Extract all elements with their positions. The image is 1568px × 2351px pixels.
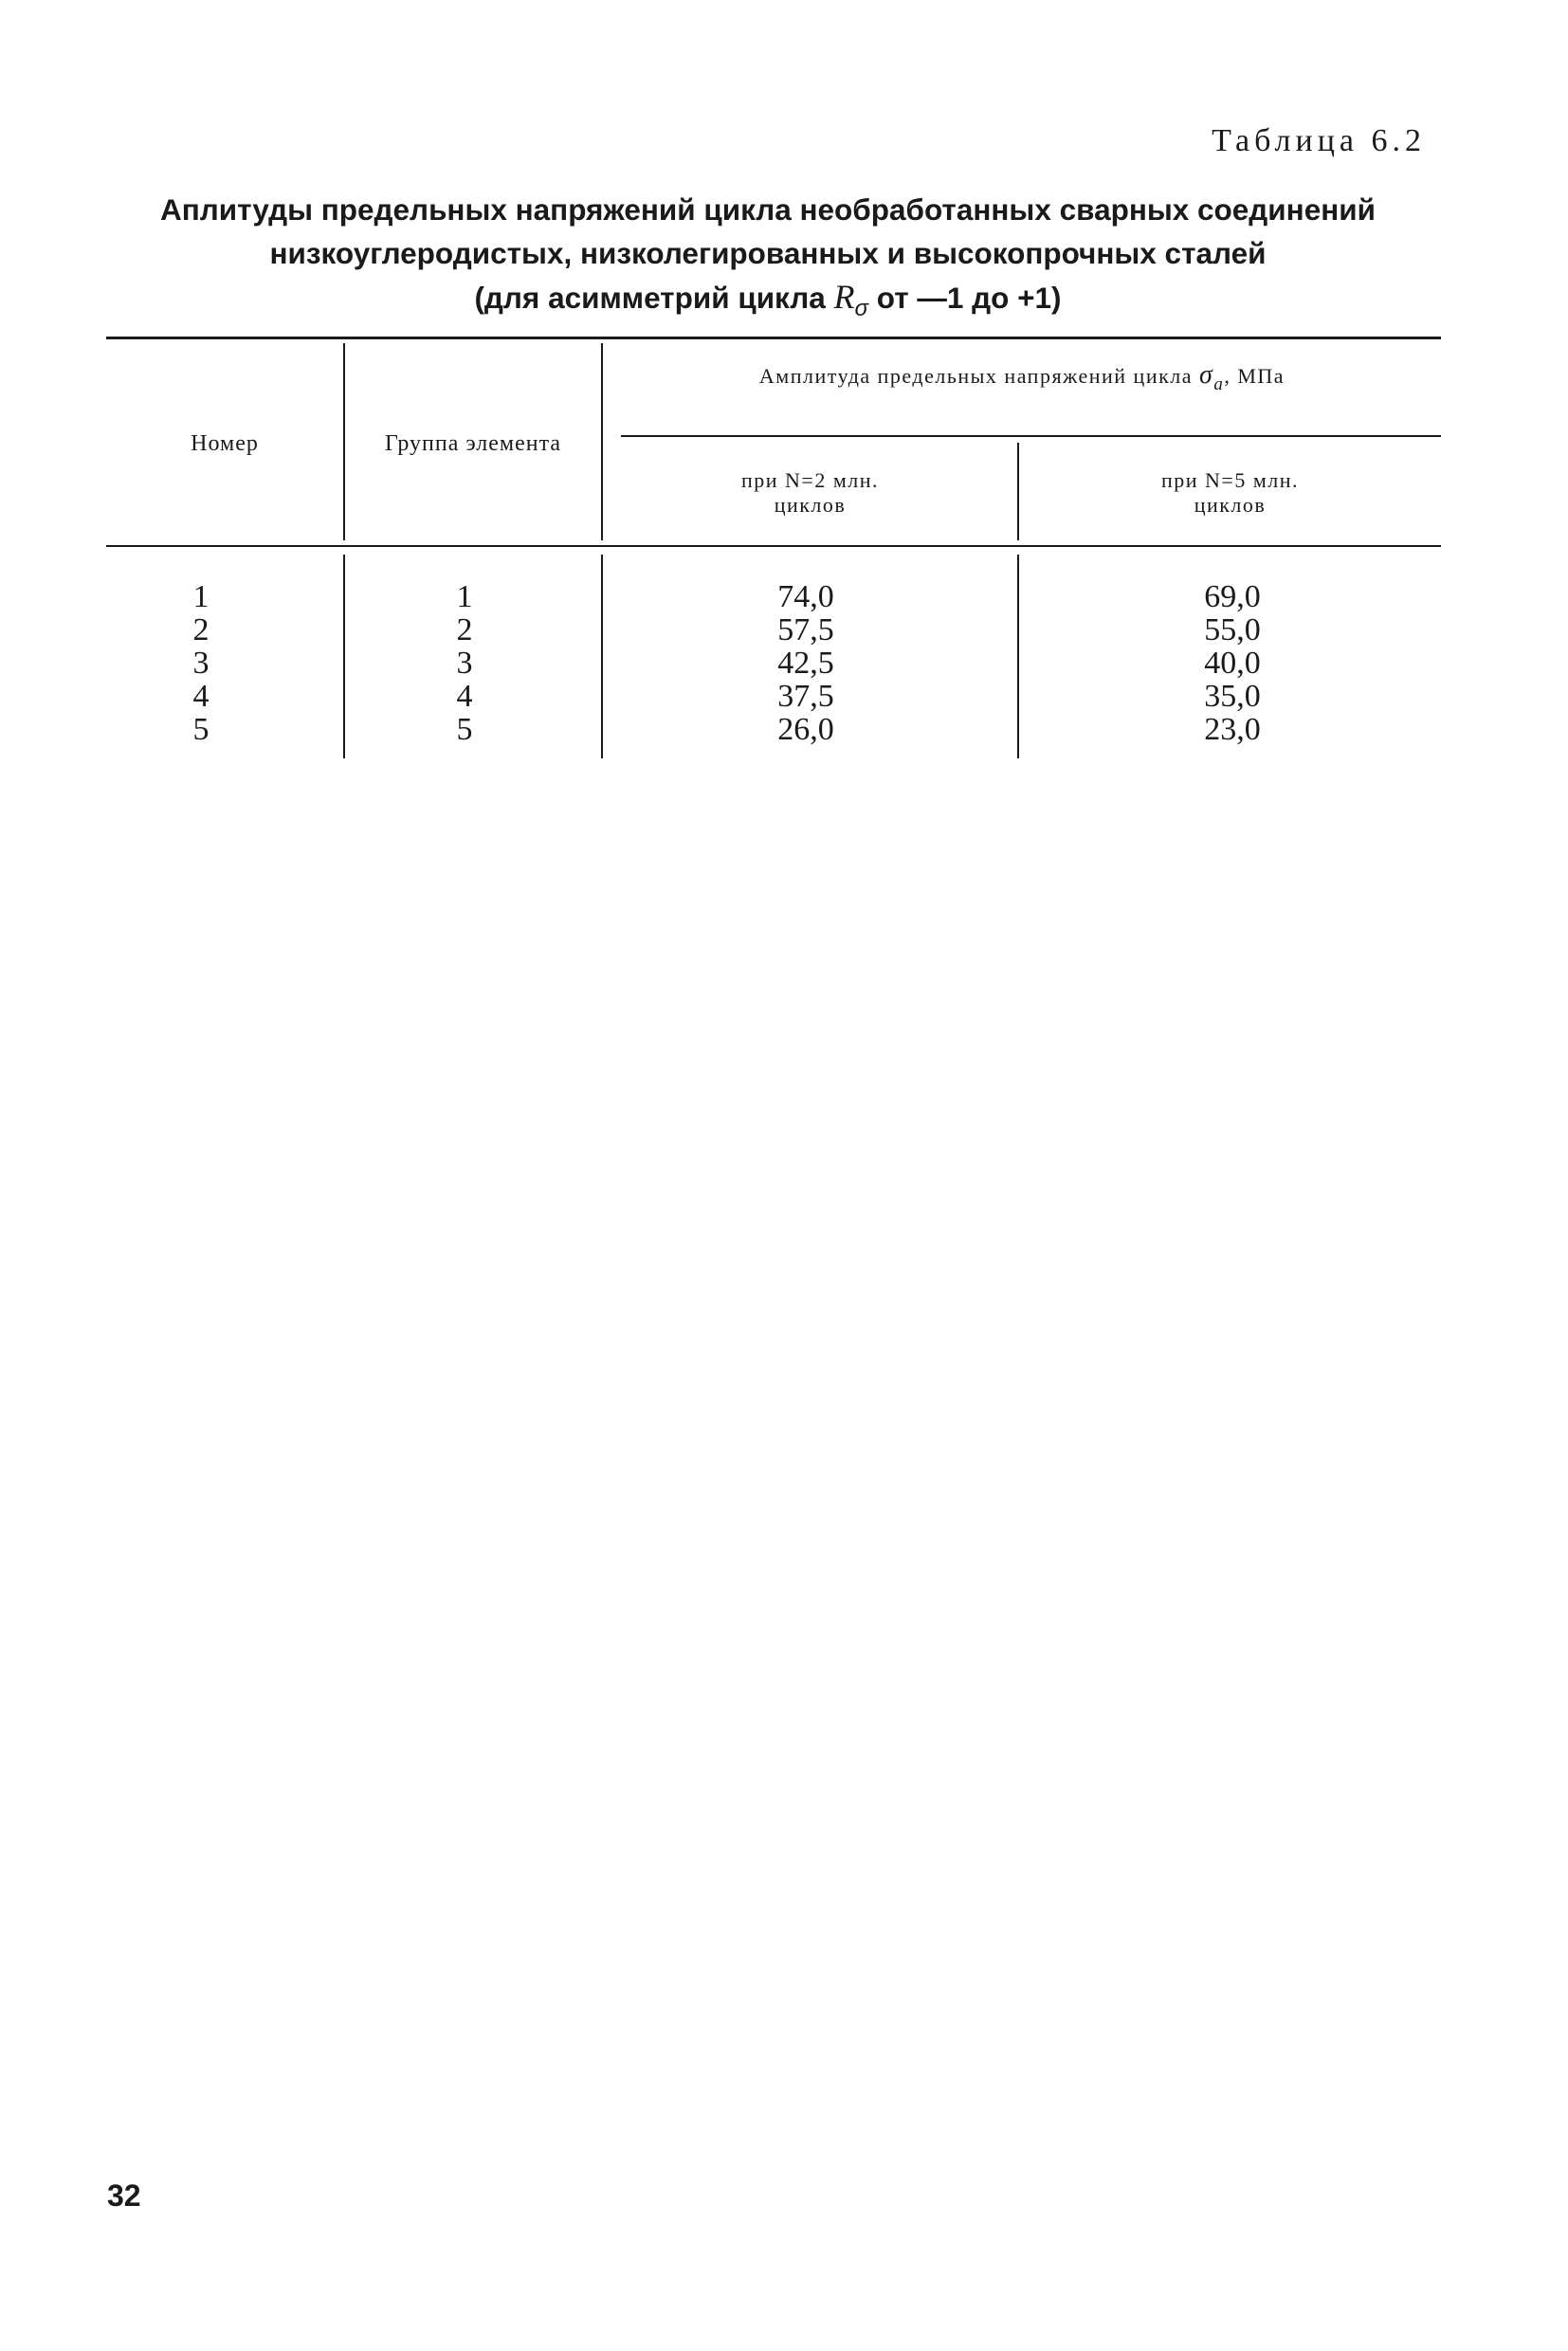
cell-n5: 40,0 <box>1204 646 1261 681</box>
cell-number: 1 <box>192 579 210 614</box>
cell-number: 2 <box>192 612 210 647</box>
page-number: 32 <box>107 2178 141 2213</box>
title-symbol-subscript: σ <box>854 296 868 321</box>
body-divider-2 <box>601 555 603 758</box>
header-sub-rule <box>621 435 1441 437</box>
header-n2 <box>603 468 1017 518</box>
title-line-2: низкоуглеродистых, низколегированных и высокопрочных сталей <box>269 236 1267 270</box>
body-divider-1 <box>343 555 345 758</box>
column-n5 <box>1147 580 1318 746</box>
title-line-3-prefix: (для асимметрий цикла <box>474 281 826 315</box>
cell-group: 4 <box>456 679 473 714</box>
cell-n2: 37,5 <box>777 679 834 714</box>
header-group: Группа элемента <box>385 431 561 456</box>
header-amplitude-subscript: a <box>1213 374 1225 394</box>
title-symbol-r: R <box>833 278 855 316</box>
header-n5 <box>1019 468 1441 518</box>
cell-n5: 55,0 <box>1204 612 1261 647</box>
title-line-3-suffix: от —1 до +1) <box>876 281 1062 315</box>
header-amplitude-unit: , МПа <box>1224 364 1285 388</box>
cell-n2: 26,0 <box>777 712 834 747</box>
cell-group: 1 <box>456 579 473 614</box>
table-title <box>104 188 1431 331</box>
cell-n5: 35,0 <box>1204 679 1261 714</box>
cell-n2: 74,0 <box>777 579 834 614</box>
header-n2-line1: при N=2 млн. <box>740 468 879 492</box>
body-divider-3 <box>1017 555 1019 758</box>
header-n5-line1: при N=5 млн. <box>1160 468 1299 492</box>
header-number: Номер <box>191 431 259 456</box>
cell-n5: 23,0 <box>1204 712 1261 747</box>
header-amplitude-symbol: σ <box>1199 360 1214 390</box>
cell-group: 3 <box>456 646 473 681</box>
cell-n5: 69,0 <box>1204 579 1261 614</box>
header-n5-line2: циклов <box>1194 493 1267 517</box>
cell-number: 5 <box>192 712 210 747</box>
cell-n2: 57,5 <box>777 612 834 647</box>
cell-group: 2 <box>456 612 473 647</box>
cell-number: 4 <box>192 679 210 714</box>
table-top-rule <box>106 337 1441 339</box>
table-label: Таблица 6.2 <box>1212 123 1426 158</box>
column-group <box>370 580 559 746</box>
cell-n2: 42,5 <box>777 646 834 681</box>
header-n2-line2: циклов <box>774 493 847 517</box>
cell-group: 5 <box>456 712 473 747</box>
header-amplitude <box>603 360 1441 397</box>
title-line-1: Аплитуды предельных напряжений цикла необработанных сварных соединений <box>160 192 1376 227</box>
header-bottom-rule <box>106 545 1441 547</box>
column-n2 <box>720 580 891 746</box>
title-line-3 <box>104 275 1431 331</box>
header-amplitude-prefix: Амплитуда предельных напряжений цикла <box>758 364 1194 388</box>
column-number <box>106 580 296 746</box>
cell-number: 3 <box>192 646 210 681</box>
